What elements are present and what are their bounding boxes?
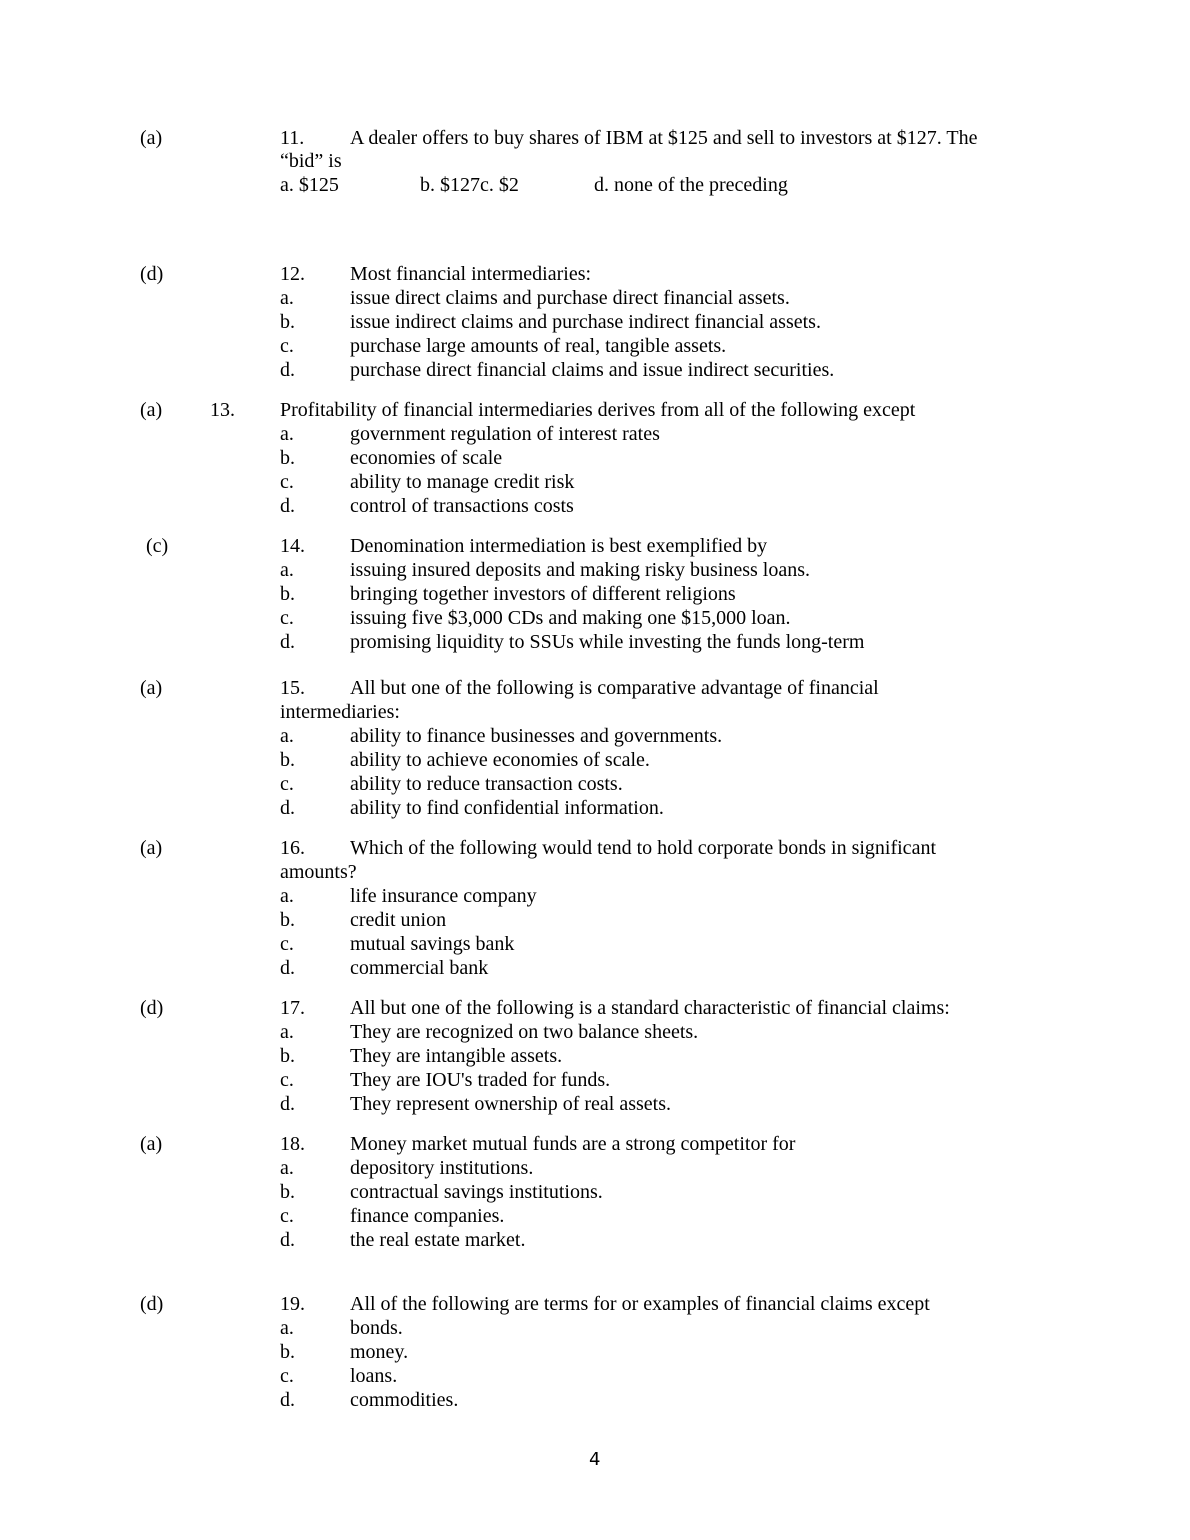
option-letter: b. — [280, 1045, 295, 1067]
answer-key: (d) — [140, 1293, 164, 1315]
question-stem: All but one of the following is a standard characteristic of financial claims: — [350, 997, 950, 1019]
question-number: 13. — [210, 399, 235, 421]
question-stem: Profitability of financial intermediaries derives from all of the following except — [280, 399, 916, 421]
option-text: ability to achieve economies of scale. — [350, 749, 650, 771]
option-letter: c. — [280, 335, 294, 357]
inline-option-a: a. $125 — [280, 174, 339, 196]
option-letter: c. — [280, 471, 294, 493]
option-letter: b. — [280, 1181, 295, 1203]
option-letter: a. — [280, 1317, 294, 1339]
question-stem-continued: amounts? — [280, 861, 357, 883]
question-number: 19. — [280, 1293, 305, 1315]
option-letter: d. — [280, 1229, 295, 1251]
option-letter: b. — [280, 749, 295, 771]
option-text: issue direct claims and purchase direct financial assets. — [350, 287, 790, 309]
option-text: depository institutions. — [350, 1157, 534, 1179]
answer-key: (d) — [140, 997, 164, 1019]
option-letter: c. — [280, 607, 294, 629]
page-number: 4 — [589, 1449, 601, 1470]
option-text: bonds. — [350, 1317, 403, 1339]
option-text: finance companies. — [350, 1205, 505, 1227]
option-text: promising liquidity to SSUs while investing the funds long-term — [350, 631, 865, 653]
question-stem: All but one of the following is comparative advantage of financial — [350, 677, 879, 699]
option-text: They represent ownership of real assets. — [350, 1093, 671, 1115]
answer-key: (a) — [140, 127, 163, 149]
option-letter: b. — [280, 909, 295, 931]
option-text: bringing together investors of different religions — [350, 583, 736, 605]
question-number: 11. — [280, 127, 305, 149]
answer-key: (a) — [140, 837, 163, 859]
option-letter: c. — [280, 1069, 294, 1091]
answer-key: (c) — [146, 535, 169, 557]
option-letter: d. — [280, 359, 295, 381]
option-text: ability to finance businesses and governments. — [350, 725, 723, 747]
question-stem: All of the following are terms for or examples of financial claims except — [350, 1293, 930, 1315]
option-text: commercial bank — [350, 957, 489, 979]
option-text: ability to manage credit risk — [350, 471, 575, 493]
option-text: mutual savings bank — [350, 933, 515, 955]
question-stem-continued: intermediaries: — [280, 701, 400, 723]
option-letter: b. — [280, 447, 295, 469]
option-letter: d. — [280, 631, 295, 653]
option-letter: c. — [280, 1205, 294, 1227]
answer-key: (d) — [140, 263, 164, 285]
option-letter: b. — [280, 583, 295, 605]
question-stem: Money market mutual funds are a strong competitor for — [350, 1133, 796, 1155]
option-letter: b. — [280, 311, 295, 333]
option-letter: d. — [280, 797, 295, 819]
option-text: government regulation of interest rates — [350, 423, 660, 445]
option-letter: d. — [280, 495, 295, 517]
option-text: commodities. — [350, 1389, 459, 1411]
option-letter: c. — [280, 773, 294, 795]
option-letter: c. — [280, 933, 294, 955]
option-letter: a. — [280, 559, 294, 581]
option-letter: d. — [280, 1093, 295, 1115]
option-letter: c. — [280, 1365, 294, 1387]
answer-key: (a) — [140, 1133, 163, 1155]
option-text: the real estate market. — [350, 1229, 526, 1251]
option-text: ability to reduce transaction costs. — [350, 773, 623, 795]
inline-option-bc: b. $127c. $2 — [420, 174, 519, 196]
option-text: money. — [350, 1341, 409, 1363]
question-number: 14. — [280, 535, 305, 557]
question-stem-continued: “bid” is — [280, 150, 342, 172]
option-letter: b. — [280, 1341, 295, 1363]
option-text: loans. — [350, 1365, 398, 1387]
option-text: issuing insured deposits and making risky business loans. — [350, 559, 810, 581]
question-stem: Most financial intermediaries: — [350, 263, 592, 285]
question-number: 15. — [280, 677, 305, 699]
option-text: credit union — [350, 909, 447, 931]
option-letter: d. — [280, 1389, 295, 1411]
answer-key: (a) — [140, 677, 163, 699]
question-stem: Which of the following would tend to hold corporate bonds in significant — [350, 837, 936, 859]
question-number: 16. — [280, 837, 305, 859]
option-letter: a. — [280, 1157, 294, 1179]
question-stem: A dealer offers to buy shares of IBM at $125 and sell to investors at $127. The — [350, 127, 978, 149]
option-letter: a. — [280, 287, 294, 309]
option-text: They are recognized on two balance sheets. — [350, 1021, 699, 1043]
option-text: They are intangible assets. — [350, 1045, 563, 1067]
option-text: purchase large amounts of real, tangible assets. — [350, 335, 727, 357]
option-letter: a. — [280, 885, 294, 907]
question-number: 12. — [280, 263, 305, 285]
question-number: 18. — [280, 1133, 305, 1155]
inline-option-d: d. none of the preceding — [594, 174, 788, 196]
option-text: They are IOU's traded for funds. — [350, 1069, 611, 1091]
option-text: issuing five $3,000 CDs and making one $15,000 loan. — [350, 607, 791, 629]
option-letter: d. — [280, 957, 295, 979]
option-letter: a. — [280, 725, 294, 747]
question-number: 17. — [280, 997, 305, 1019]
option-text: economies of scale — [350, 447, 503, 469]
option-text: life insurance company — [350, 885, 537, 907]
answer-key: (a) — [140, 399, 163, 421]
option-letter: a. — [280, 423, 294, 445]
option-text: purchase direct financial claims and issue indirect securities. — [350, 359, 835, 381]
option-text: issue indirect claims and purchase indirect financial assets. — [350, 311, 821, 333]
option-letter: a. — [280, 1021, 294, 1043]
option-text: contractual savings institutions. — [350, 1181, 603, 1203]
option-text: control of transactions costs — [350, 495, 574, 517]
question-stem: Denomination intermediation is best exemplified by — [350, 535, 768, 557]
option-text: ability to find confidential information. — [350, 797, 664, 819]
